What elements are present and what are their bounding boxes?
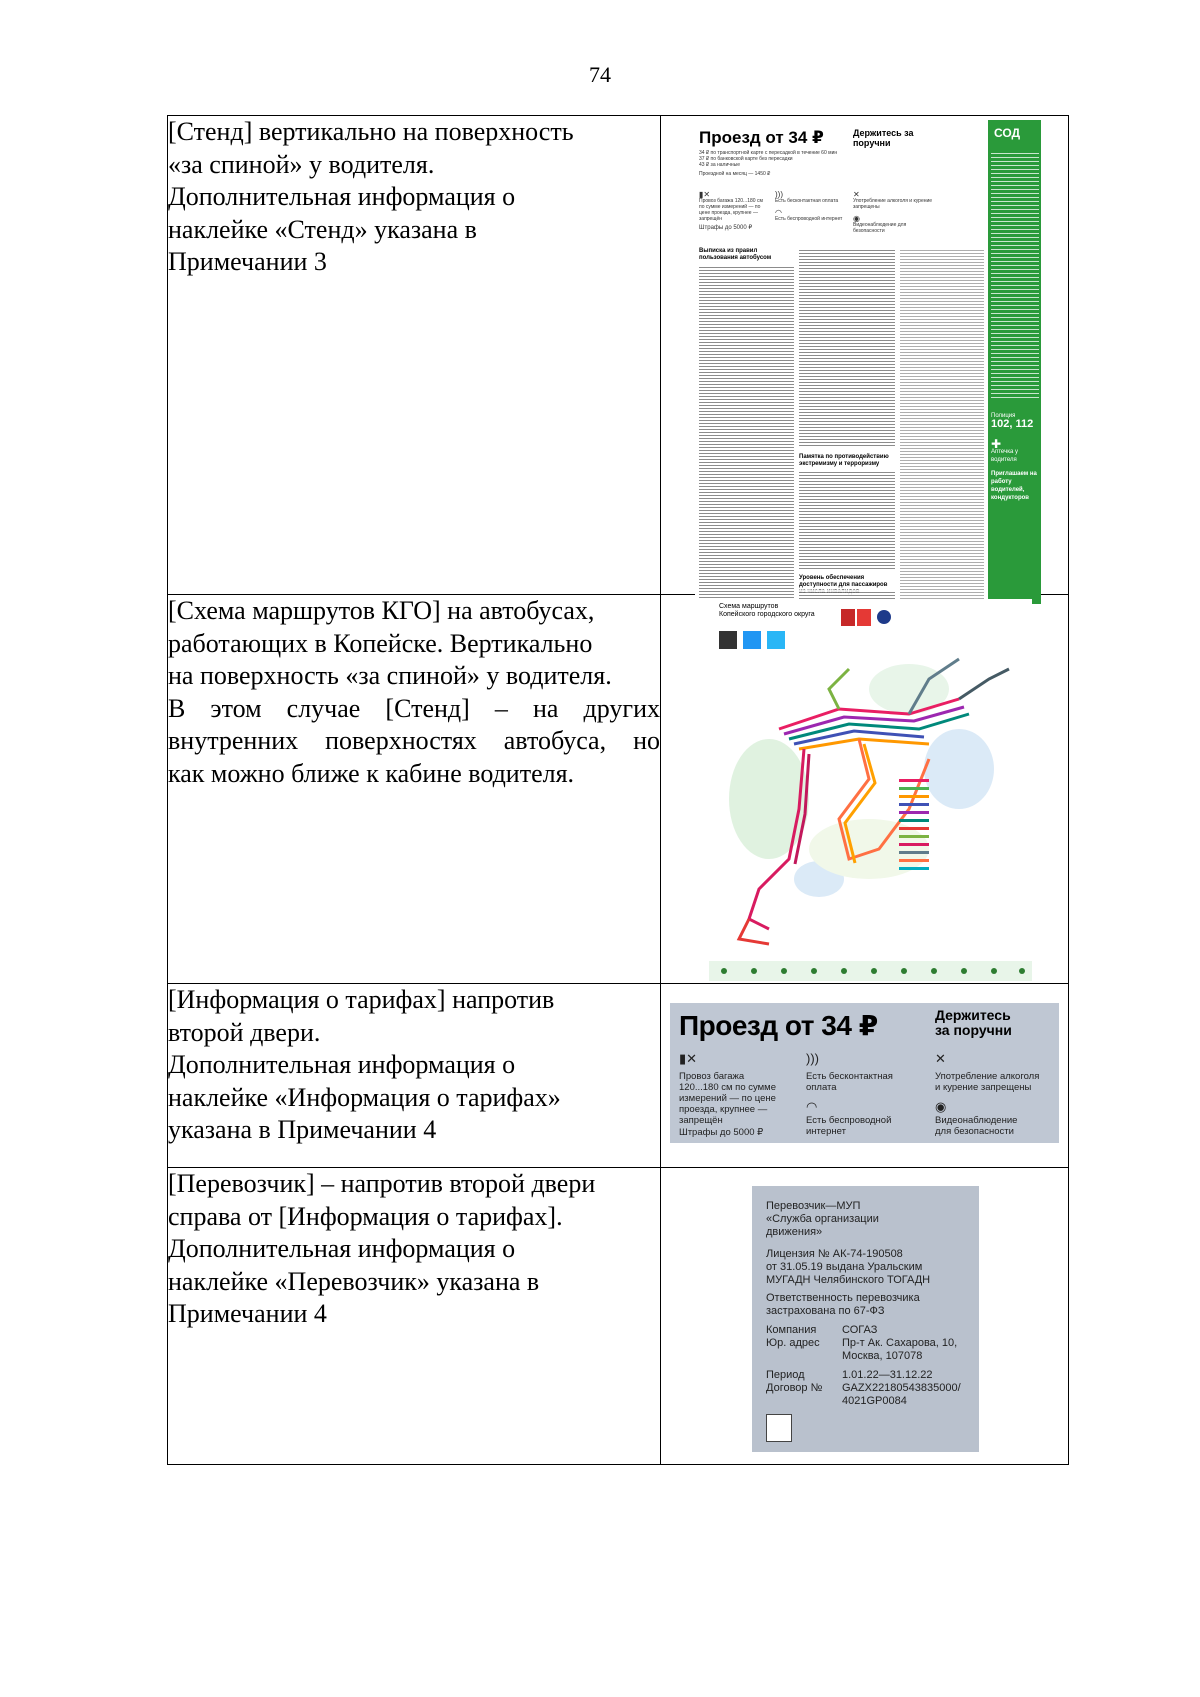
stand-poster-image: [695, 120, 1041, 604]
carrier-plate-image: [752, 1186, 979, 1452]
camera-icon: ◉: [935, 1099, 947, 1114]
stand-icon-contactless: ))) Есть бесконтактная оплата ◠ Есть беспроводной интернет: [775, 190, 843, 222]
text-line: указана в Примечании 4: [168, 1115, 437, 1144]
text-line: наклейке «Информация о тарифах»: [168, 1082, 561, 1112]
text-line: работающих в Копейске. Вертикально: [168, 628, 593, 658]
tariff-hold-text: Держитесь за поручни: [935, 1007, 1012, 1038]
wifi-icon: ◠: [806, 1099, 818, 1114]
text-line: справа от [Информация о тарифах].: [168, 1201, 563, 1231]
stand-fares: 34 ₽ по транспортной карте с пересадкой в течение 60 мин 37 ₽ по банковской карте без пересадки 43 ₽ за наличные Проездной на месяц — 1450 ₽: [699, 150, 838, 177]
stand-section-rules: Выписка из правил пользования автобусом: [699, 248, 772, 261]
route-map-image: [709, 599, 1032, 982]
city-emblem-icon: [766, 1414, 792, 1442]
stand-brand-logo: СОД: [994, 126, 1021, 140]
tariff-alcohol: Употребление алкоголя и курение запрещены: [935, 1071, 1040, 1093]
row-description: [168, 984, 661, 1168]
address-value: Пр-т Ак. Сахарова, 10, Москва, 107078: [842, 1337, 958, 1362]
table-row: [168, 595, 1069, 984]
stand-icon-luggage: ▮✕ Провоз багажа 120...180 см по сумме измерений — по цене проезда, крупнее — запрещён Штрафы до 5000 ₽: [699, 190, 763, 231]
address-label: Юр. адрес: [766, 1337, 820, 1349]
text-line: «за спиной» у водителя.: [168, 149, 435, 179]
text-line: внутренних поверхностях автобуса, но: [168, 726, 660, 755]
table-row: [168, 984, 1069, 1168]
row-description: [168, 595, 661, 984]
row-description: [168, 1168, 661, 1465]
tariff-wifi: Есть беспроводной интернет: [806, 1115, 892, 1137]
stand-image-cell: [661, 116, 1069, 595]
carrier-name: Перевозчик—МУП «Служба организации движения»: [766, 1200, 879, 1238]
stand-police: Полиция 102, 112 ✚ Аптечка у водителя Приглашаем на работу водителей, кондукторов: [991, 413, 1037, 501]
contract-value: GAZX22180543835000/ 4021GP0084: [842, 1382, 961, 1407]
text-line: Дополнительная информация о: [168, 1234, 516, 1263]
luggage-icon: ▮✕: [679, 1051, 698, 1066]
text-line: Дополнительная информация о: [168, 1050, 516, 1079]
company-value: СОГАЗ: [842, 1324, 878, 1336]
table-row: [168, 116, 1069, 595]
stand-section-accessibility: Уровень обеспечения доступности для пассажиров: [799, 575, 888, 588]
text-line: второй двери.: [168, 1017, 321, 1047]
text-line: В этом случае [Стенд] – на других: [168, 693, 660, 723]
text-line: Примечании 4: [168, 1299, 327, 1328]
text-line: [Схема маршрутов КГО] на автобусах,: [168, 596, 595, 625]
tariff-contactless: Есть бесконтактная оплата: [806, 1071, 893, 1093]
company-label: Компания: [766, 1324, 817, 1336]
stand-icon-alcohol: ✕ Употребление алкоголя и курение запрещены ◉ Видеонаблюдение для безопасности: [853, 190, 933, 234]
map-image-cell: [661, 595, 1069, 984]
carrier-image-cell: [661, 1168, 1069, 1465]
tariff-luggage: Провоз багажа 120...180 см по сумме измерений — по цене проезда, крупнее — запрещён: [679, 1071, 776, 1126]
no-alcohol-icon: ✕: [935, 1051, 946, 1066]
contactless-icon: ))): [806, 1051, 819, 1066]
page-number: 74: [589, 62, 611, 87]
period-label: Период: [766, 1369, 805, 1381]
contract-label: Договор №: [766, 1382, 823, 1394]
map-title: Схема маршрутов Копейского городского округа: [719, 603, 815, 618]
table-row: [168, 1168, 1069, 1465]
period-value: 1.01.22—31.12.22: [842, 1369, 933, 1381]
stand-headline: Проезд от 34 ₽: [699, 128, 824, 147]
text-line: на поверхность «за спиной» у водителя.: [168, 661, 612, 690]
text-line: наклейке «Перевозчик» указана в: [168, 1266, 540, 1296]
stand-hold-text: Держитесь за поручни: [853, 128, 914, 148]
tariff-plate-image: [670, 1003, 1059, 1143]
route-map-graphic: [709, 599, 1032, 982]
carrier-liability: Ответственность перевозчика застрахована по 67-ФЗ: [766, 1292, 920, 1317]
tariff-video: Видеонаблюдение для безопасности: [935, 1115, 1018, 1137]
tariff-headline: Проезд от 34 ₽: [679, 1010, 878, 1041]
row-description: [168, 116, 661, 595]
text-line: как можно ближе к кабине водителя.: [168, 758, 575, 788]
stand-green-panel: [988, 120, 1041, 604]
text-line: Примечании 3: [168, 247, 327, 276]
text-line: Дополнительная информация о: [168, 182, 516, 211]
placement-table: [167, 115, 1069, 1465]
text-line: [Стенд] вертикально на поверхность: [168, 117, 574, 146]
carrier-license: Лицензия № АК-74-190508 от 31.05.19 выдана Уральским МУГАДН Челябинского ТОГАДН: [766, 1248, 931, 1286]
tariff-image-cell: [661, 984, 1069, 1168]
text-line: [Перевозчик] – напротив второй двери: [168, 1169, 596, 1198]
stand-section-extremism: Памятка по противодействию экстремизму и терроризму: [799, 454, 889, 467]
text-line: [Информация о тарифах] напротив: [168, 985, 555, 1014]
text-line: наклейке «Стенд» указана в: [168, 214, 477, 244]
tariff-fines: Штрафы до 5000 ₽: [679, 1127, 764, 1138]
